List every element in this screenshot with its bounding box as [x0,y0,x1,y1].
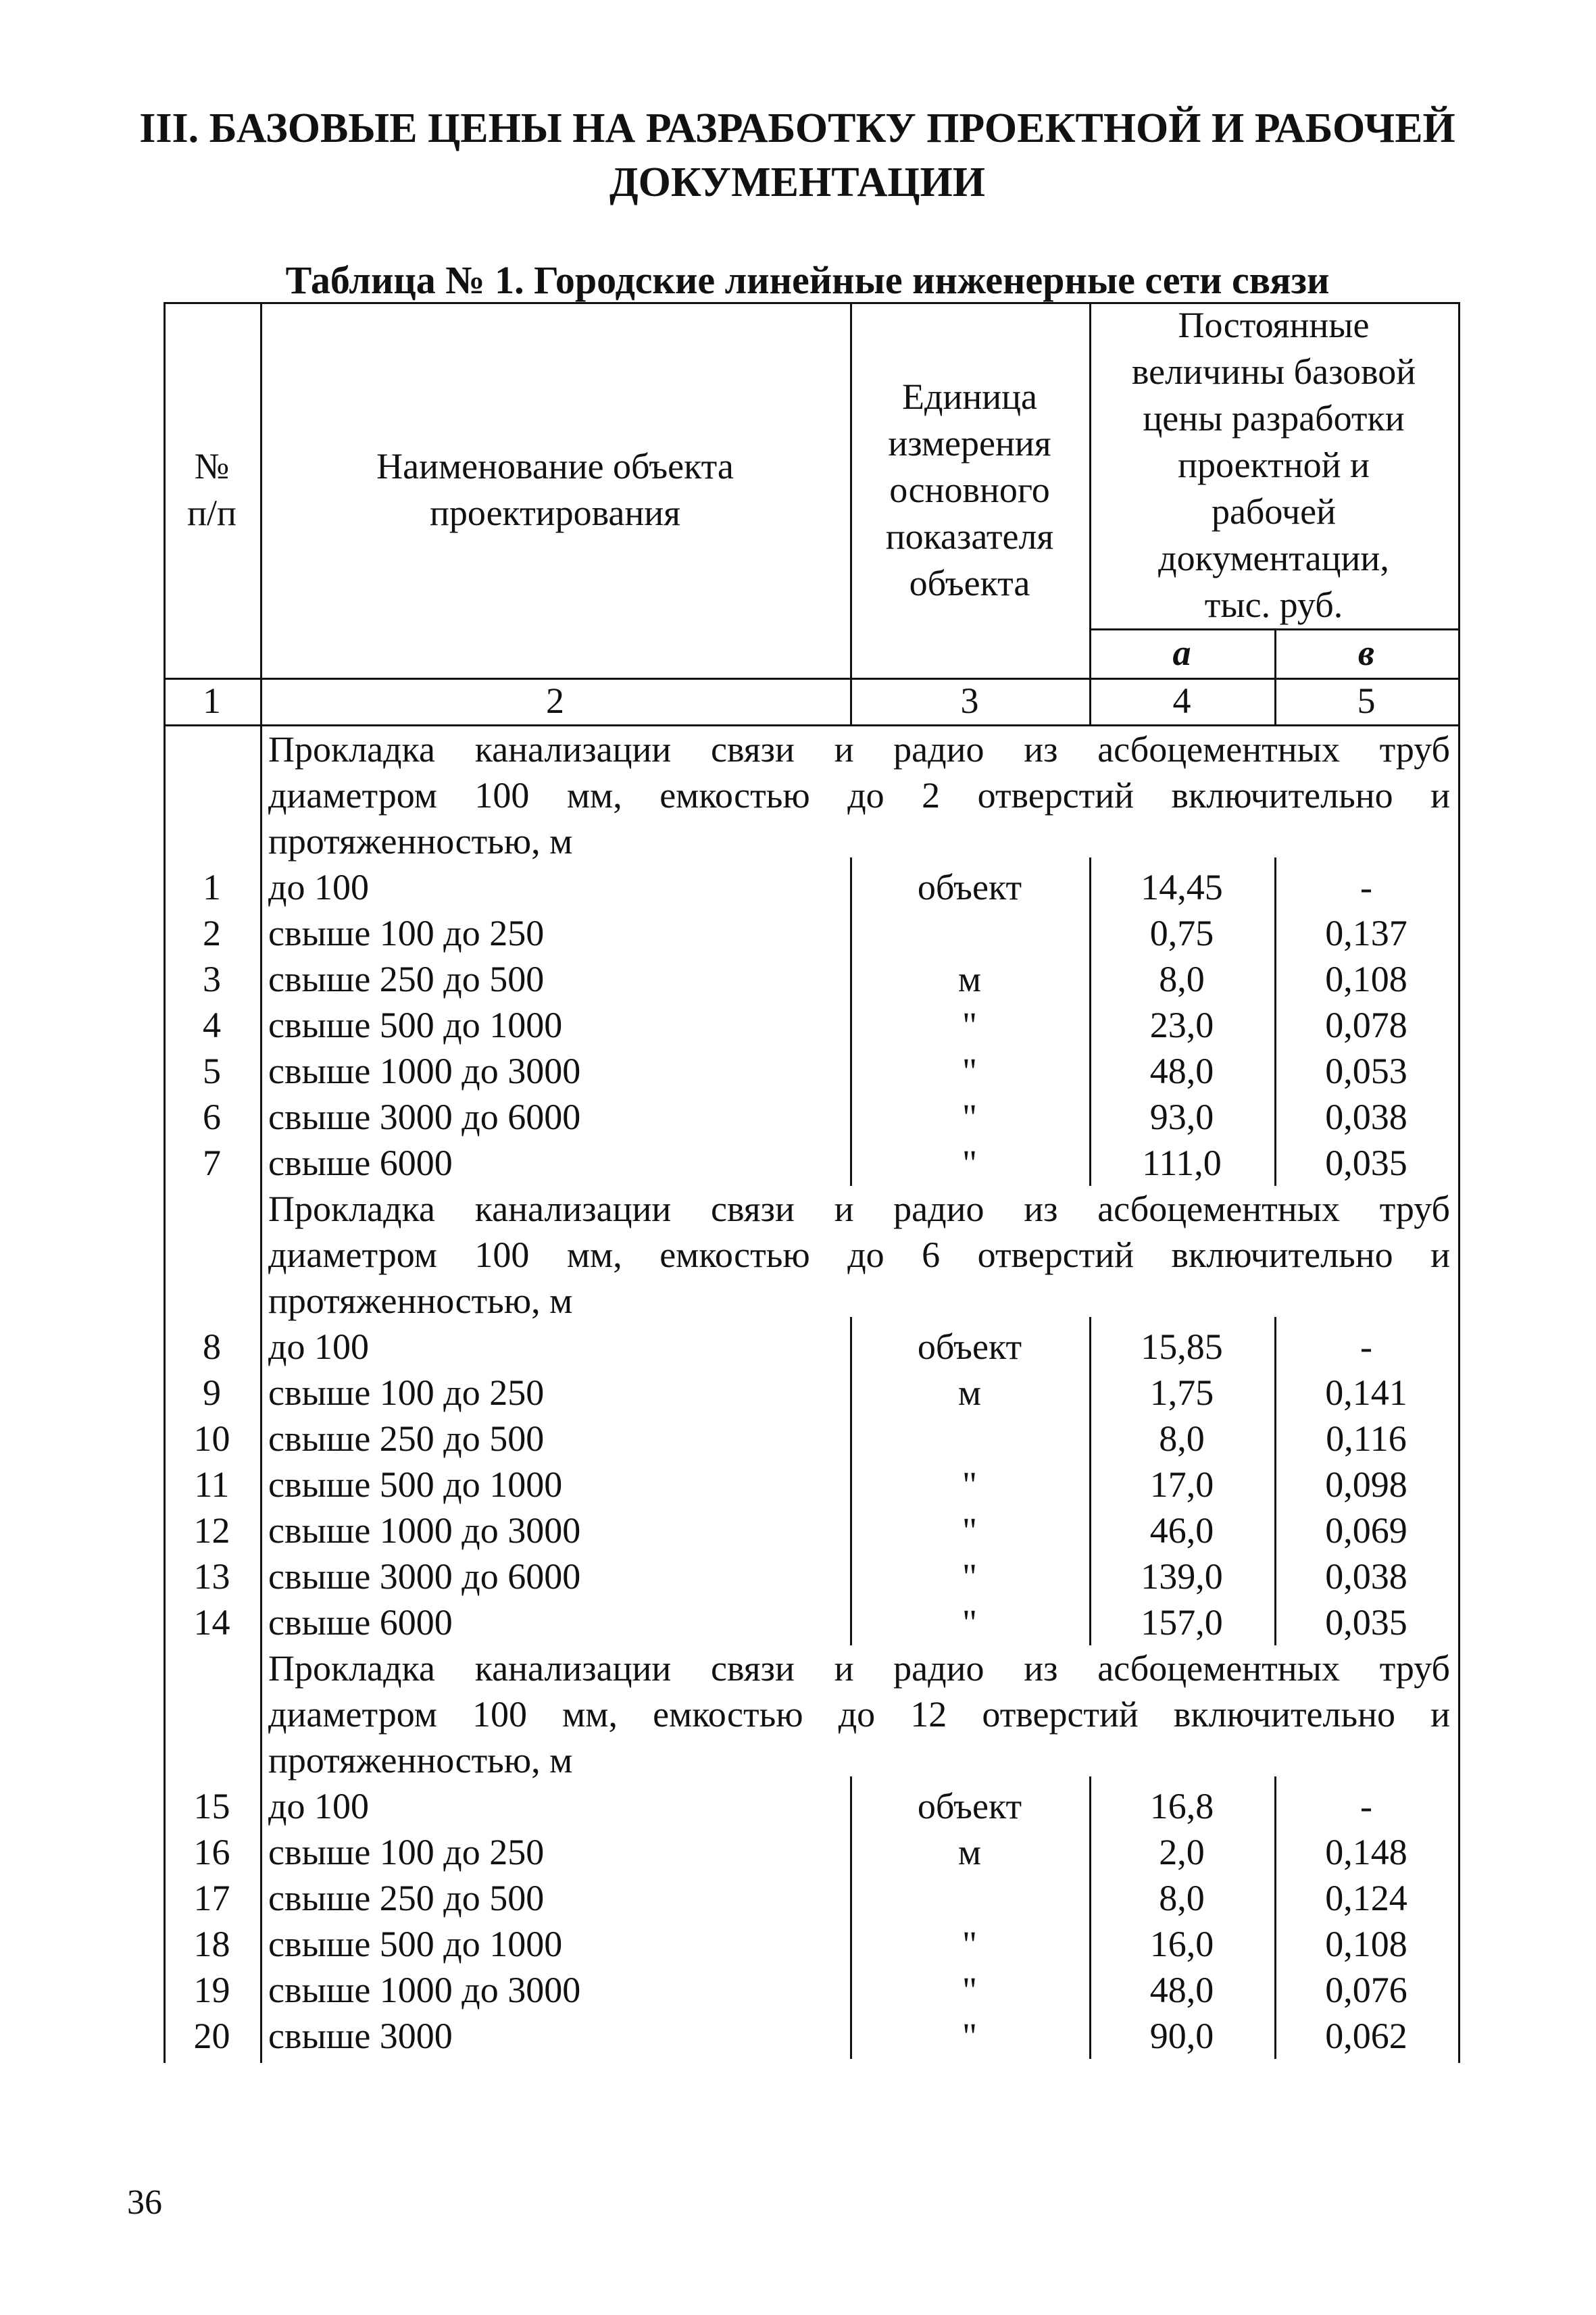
column-number-5: 5 [1357,680,1376,721]
row-value-a: 139,0 [1141,1556,1223,1597]
row-number: 5 [203,1051,221,1091]
row-unit: " [962,1097,978,1137]
header-col3-line-3: основного [889,469,1050,510]
row-unit: " [962,2016,978,2056]
header-col45-line-5: рабочей [1211,491,1337,532]
page-number: 36 [127,2183,162,2222]
group-2-title-line-2: диаметром 100 мм, емкостью до 6 отверстий включительно и [268,1235,1450,1275]
row-unit: " [962,1143,978,1183]
row-value-a: 23,0 [1149,1005,1214,1045]
row-value-b: 0,098 [1325,1464,1407,1505]
row-number: 12 [193,1510,230,1551]
header-col3-line-1: Единица [901,376,1038,417]
header-col45-line-6: документации, [1158,537,1389,578]
row-number: 14 [193,1602,230,1643]
row-value-a: 8,0 [1159,1418,1205,1459]
row-value-a: 16,8 [1149,1786,1214,1826]
row-value-a: 8,0 [1159,959,1205,999]
row-name: до 100 [268,1786,369,1826]
row-name: свыше 100 до 250 [268,1832,545,1872]
row-name: свыше 500 до 1000 [268,1005,563,1045]
row-number: 18 [193,1924,230,1964]
row-value-a: 90,0 [1149,2016,1214,2056]
row-name: свыше 250 до 500 [268,959,545,999]
group-1-title-line-1: Прокладка канализации связи и радио из асбоцементных труб [268,729,1450,770]
header-col45-line-1: Постоянные [1178,304,1370,345]
row-value-b: 0,148 [1325,1832,1407,1872]
row-value-b: 0,141 [1325,1372,1407,1413]
header-col3-line-5: объекта [909,562,1030,603]
row-value-b: 0,062 [1325,2016,1407,2056]
header-col3-line-4: показателя [885,516,1054,557]
row-value-b: 0,069 [1325,1510,1407,1551]
row-number: 9 [203,1372,221,1413]
row-value-b: 0,038 [1325,1556,1407,1597]
row-value-b: 0,076 [1325,1970,1407,2010]
header-col2-line-2: проектирования [430,493,680,533]
row-number: 2 [203,913,221,953]
row-value-a: 0,75 [1149,913,1214,953]
row-name: свыше 3000 до 6000 [268,1556,581,1597]
row-value-a: 46,0 [1149,1510,1214,1551]
row-value-b: 0,124 [1325,1878,1407,1918]
table-right-border [1458,302,1460,2063]
group-1-title-line-3: протяженностью, м [268,821,573,862]
row-value-a: 111,0 [1142,1143,1222,1183]
row-unit: " [962,1602,978,1643]
row-unit: объект [917,1786,1022,1826]
row-number: 11 [194,1464,230,1505]
row-value-a: 48,0 [1149,1970,1214,2010]
row-value-b: 0,108 [1325,959,1407,999]
row-value-b: - [1360,1786,1372,1826]
row-value-a: 17,0 [1149,1464,1214,1505]
row-value-a: 1,75 [1149,1372,1214,1413]
header-col1-line-1: № [194,446,230,487]
row-number: 4 [203,1005,221,1045]
row-number: 20 [193,2016,230,2056]
row-unit: м [957,1372,982,1413]
row-number: 13 [193,1556,230,1597]
row-value-b: - [1360,1326,1372,1367]
column-divider-1 [260,302,262,2063]
row-value-b: 0,038 [1325,1097,1407,1137]
row-number: 6 [203,1097,221,1137]
row-name: свыше 500 до 1000 [268,1464,563,1505]
row-value-b: 0,035 [1325,1602,1407,1643]
table-caption: Таблица № 1. Городские линейные инженерные сети связи [285,258,1330,302]
row-value-a: 2,0 [1159,1832,1205,1872]
row-number: 8 [203,1326,221,1367]
column-number-3: 3 [960,680,979,721]
header-sub-b: в [1357,632,1375,673]
row-name: свыше 500 до 1000 [268,1924,563,1964]
column-number-1: 1 [203,680,221,721]
row-unit: " [962,1556,978,1597]
row-unit: " [962,1924,978,1964]
row-name: свыше 1000 до 3000 [268,1970,581,2010]
row-unit: объект [917,867,1022,907]
row-value-a: 48,0 [1149,1051,1214,1091]
section-title-line-1: III. БАЗОВЫЕ ЦЕНЫ НА РАЗРАБОТКУ ПРОЕКТНОЙ И РАБОЧЕЙ [139,105,1455,151]
group-3-title-line-3: протяженностью, м [268,1740,573,1781]
row-name: свыше 100 до 250 [268,1372,545,1413]
header-sub-a: а [1172,632,1191,673]
header-col1-line-2: п/п [187,493,236,533]
row-name: свыше 100 до 250 [268,913,545,953]
row-value-a: 16,0 [1149,1924,1214,1964]
header-col2-line-1: Наименование объекта [376,446,734,487]
group-1-title-line-2: диаметром 100 мм, емкостью до 2 отверстий включительно и [268,775,1450,816]
row-name: свыше 1000 до 3000 [268,1510,581,1551]
row-value-a: 93,0 [1149,1097,1214,1137]
column-number-4: 4 [1172,680,1191,721]
row-value-a: 8,0 [1159,1878,1205,1918]
section-title [135,101,1460,209]
group-2-title-line-1: Прокладка канализации связи и радио из асбоцементных труб [268,1189,1450,1229]
group-3-title-line-2: диаметром 100 мм, емкостью до 12 отверстий включительно и [268,1694,1450,1735]
row-unit: м [957,1832,982,1872]
row-value-a: 15,85 [1141,1326,1223,1367]
row-number: 16 [193,1832,230,1872]
row-value-b: 0,116 [1326,1418,1407,1459]
row-name: свыше 3000 до 6000 [268,1097,581,1137]
row-value-b: 0,078 [1325,1005,1407,1045]
header-col45-line-4: проектной и [1178,444,1370,485]
row-unit: " [962,1005,978,1045]
row-number: 7 [203,1143,221,1183]
header-col3-line-2: измерения [888,422,1051,464]
row-number: 19 [193,1970,230,2010]
row-value-b: 0,053 [1325,1051,1407,1091]
section-title-line-2: ДОКУМЕНТАЦИИ [609,159,985,205]
header-col45-line-3: цены разработки [1143,397,1405,439]
row-unit: " [962,1051,978,1091]
column-number-2: 2 [546,680,564,721]
row-value-b: 0,108 [1325,1924,1407,1964]
row-unit: " [962,1970,978,2010]
row-number: 1 [203,867,221,907]
row-name: свыше 6000 [268,1602,453,1643]
row-name: свыше 6000 [268,1143,453,1183]
row-value-a: 14,45 [1141,867,1223,907]
row-number: 15 [193,1786,230,1826]
group-3-title-line-1: Прокладка канализации связи и радио из асбоцементных труб [268,1648,1450,1689]
row-number: 17 [193,1878,230,1918]
row-value-b: 0,137 [1325,913,1407,953]
row-name: свыше 1000 до 3000 [268,1051,581,1091]
header-col45-line-7: тыс. руб. [1204,584,1343,625]
row-value-b: 0,035 [1325,1143,1407,1183]
row-unit: м [957,959,982,999]
row-number: 10 [193,1418,230,1459]
header-col45-line-2: величины базовой [1131,351,1416,392]
row-unit: " [962,1464,978,1505]
row-unit: " [962,1510,978,1551]
row-name: свыше 250 до 500 [268,1418,545,1459]
row-name: до 100 [268,1326,369,1367]
row-name: свыше 250 до 500 [268,1878,545,1918]
row-name: свыше 3000 [268,2016,453,2056]
row-value-b: - [1360,867,1372,907]
group-2-title-line-3: протяженностью, м [268,1280,573,1321]
row-number: 3 [203,959,221,999]
row-name: до 100 [268,867,369,907]
row-value-a: 157,0 [1141,1602,1223,1643]
row-unit: объект [917,1326,1022,1367]
